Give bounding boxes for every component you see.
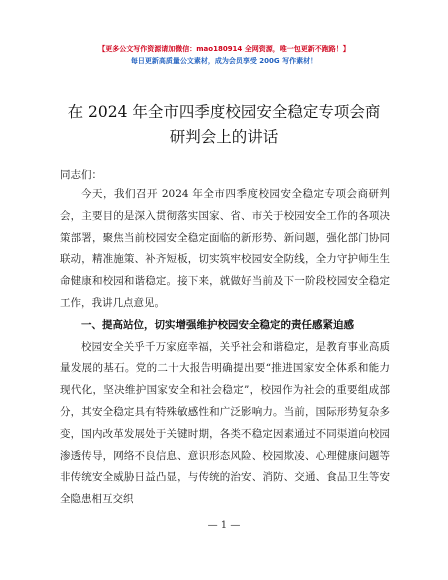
promo-banner-line1: 【更多公文写作资源请加微信：mao180914 全网资源，唯一包更新不跑路！】	[98, 45, 350, 53]
salutation: 同志们：	[60, 169, 102, 181]
promo-banner-line2: 每日更新高质量公文素材，成为会员享受 200G 写作素材！	[130, 57, 318, 65]
section-paragraph: 校园安全关乎千万家庭幸福，关乎社会和谐稳定，是教育事业高质量发展的基石。党的二十大报告明确提出要“推进国家安全体系和能力现代化，坚决维护国家安全和社会稳定”，校园作为社会的重要组成部分，其安全稳定具有特殊敏感性和广泛影响力。当前，国际形势复杂多变，国内改革发展处于关键时期，各类不稳定因素通过不同渠道向校园渗透传导，网络不良信息、意识形态风险、校园欺凌、心理健康问题等非传统安全威胁日益凸显，与传统的治安、消防、交通、食品卫生等安全隐患相互交织	[60, 340, 390, 506]
page-number: — 1 —	[207, 520, 241, 531]
document-title: 在 2024 年全市四季度校园安全稳定专项会商研判会上的讲话	[67, 103, 381, 146]
intro-paragraph: 今天，我们召开 2024 年全市四季度校园安全稳定专项会商研判会，主要目的是深入贯彻落实国家、省、市关于校园安全工作的各项决策部署，聚焦当前校园安全稳定面临的新形势、新问题，强化部门协同联动，精准施策、补齐短板，切实筑牢校园安全防线，全力守护师生生命健康和校园和谐稳定。接下来，就做好当前及下一阶段校园安全稳定工作，我讲几点意见。	[60, 188, 390, 309]
document-body	[60, 184, 390, 511]
section-heading: 一、提高站位，切实增强维护校园安全稳定的责任感紧迫感	[81, 318, 354, 331]
